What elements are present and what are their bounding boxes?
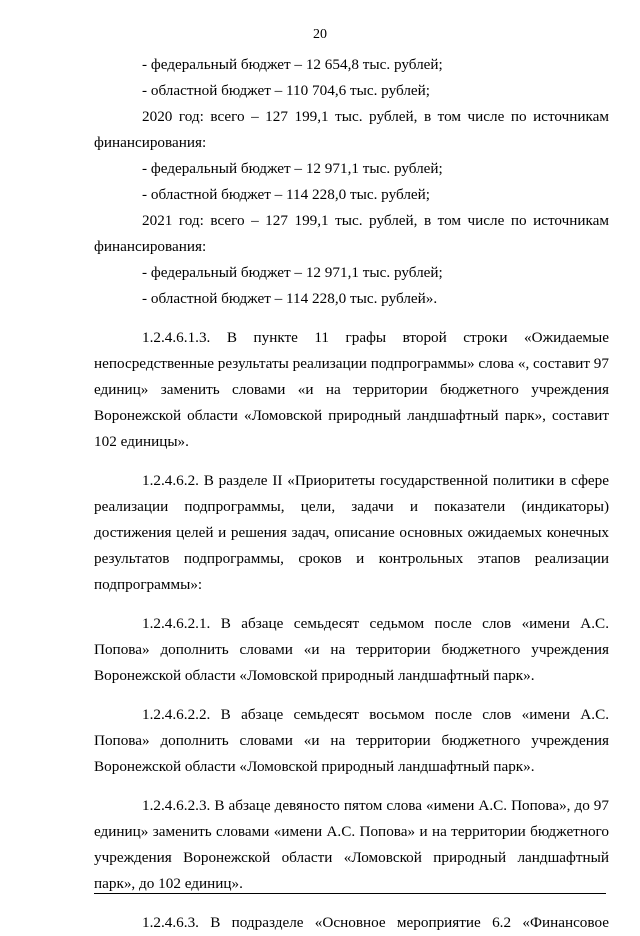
page-number: 20: [313, 27, 327, 42]
amendment-item: 1.2.4.6.2.3. В абзаце девяносто пятом слова «имени А.С. Попова», до 97 единиц» заменить словами «имени А.С. Попова» и на территории бюджетного учреждения Воронежской области «Ломовской природный ландшафтный парк», до 102 единиц».: [94, 797, 609, 892]
amendment-item: 1.2.4.6.2. В разделе II «Приоритеты государственной политики в сфере реализации подпрограммы, цели, задачи и показатели (индикаторы) достижения целей и решения задач, описание основных ожидаемых конечных результатов подпрограммы, сроков и контрольных этапов реализации подпрограммы»:: [94, 472, 609, 593]
budget-line: - федеральный бюджет – 12 654,8 тыс. рублей;: [142, 56, 443, 73]
footer-rule: [94, 893, 606, 894]
amendment-item: 1.2.4.6.2.1. В абзаце семьдесят седьмом после слов «имени А.С. Попова» дополнить словами «и на территории бюджетного учреждения Воронежской области «Ломовской природный ландшафтный парк».: [94, 615, 609, 684]
amendment-item: 1.2.4.6.3. В подразделе «Основное мероприятие 6.2 «Финансовое: [142, 914, 609, 931]
year-line: 2021 год: всего – 127 199,1 тыс. рублей, в том числе по источникам финансирования:: [94, 212, 609, 255]
budget-line: - областной бюджет – 110 704,6 тыс. рублей;: [142, 82, 430, 99]
budget-line: - федеральный бюджет – 12 971,1 тыс. рублей;: [142, 160, 443, 177]
budget-line: - областной бюджет – 114 228,0 тыс. рублей;: [142, 186, 430, 203]
budget-line: - областной бюджет – 114 228,0 тыс. рублей».: [142, 290, 438, 307]
budget-line: - федеральный бюджет – 12 971,1 тыс. рублей;: [142, 264, 443, 281]
year-line: 2020 год: всего – 127 199,1 тыс. рублей, в том числе по источникам финансирования:: [94, 108, 609, 151]
amendment-item: 1.2.4.6.1.3. В пункте 11 графы второй строки «Ожидаемые непосредственные результаты реализации подпрограммы» слова «, составит 97 единиц» заменить словами «и на территории бюджетного учреждения Воронежской области «Ломовской природный ландшафтный парк», составит 102 единицы».: [94, 329, 609, 450]
amendment-item: 1.2.4.6.2.2. В абзаце семьдесят восьмом после слов «имени А.С. Попова» дополнить словами «и на территории бюджетного учреждения Воронежской области «Ломовской природный ландшафтный парк».: [94, 706, 609, 775]
document-body: [94, 52, 609, 936]
